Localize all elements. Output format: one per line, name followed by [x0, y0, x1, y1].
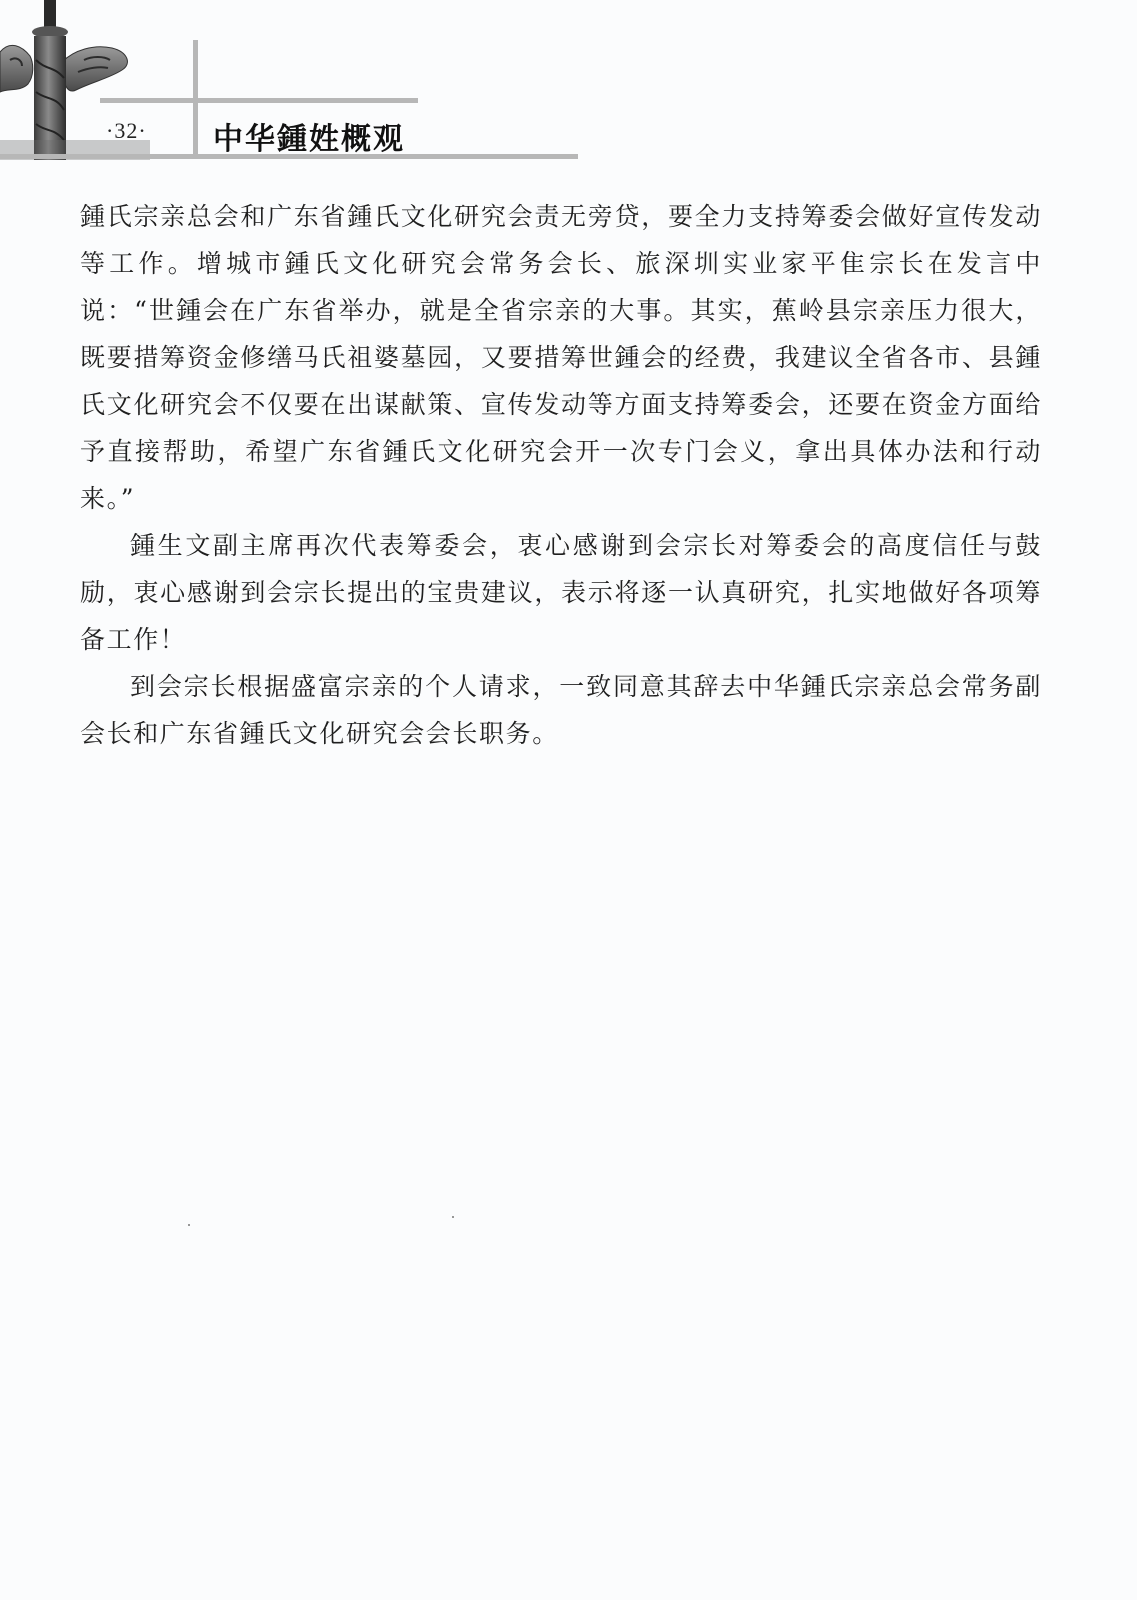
- paragraph-1: 鍾氏宗亲总会和广东省鍾氏文化研究会责无旁贷，要全力支持筹委会做好宣传发动等工作。增城市鍾氏文化研究会常务会长、旅深圳实业家平隹宗长在发言中说：“世鍾会在广东省举办，就是全省宗亲的大事。其实，蕉岭县宗亲压力很大，既要措筹资金修缮马氏祖婆墓园，又要措筹世鍾会的经费，我建议全省各市、县鍾氏文化研究会不仅要在出谋献策、宣传发动等方面支持筹委会，还要在资金方面给予直接帮助，希望广东省鍾氏文化研究会开一次专门会义，拿出具体办法和行动来。”: [80, 202, 1042, 513]
- page-header: [0, 0, 620, 170]
- page-number: ·32·: [106, 118, 147, 143]
- header-rule-top: [100, 98, 418, 103]
- book-title: 中华鍾姓概观: [213, 122, 405, 157]
- paragraph-3: 到会宗长根据盛富宗亲的个人请求，一致同意其辞去中华鍾氏宗亲总会常务副会长和广东省鍾氏文化研究会会长职务。: [80, 672, 1042, 748]
- header-rule-vertical: [193, 40, 198, 158]
- scan-speck: [452, 1216, 454, 1218]
- paragraph-2: 鍾生文副主席再次代表筹委会，衷心感谢到会宗长对筹委会的高度信任与鼓励，衷心感谢到会宗长提出的宝贵建议，表示将逐一认真研究，扎实地做好各项筹备工作！: [80, 531, 1042, 654]
- body-text: [80, 193, 1042, 757]
- scan-speck: [188, 1224, 190, 1226]
